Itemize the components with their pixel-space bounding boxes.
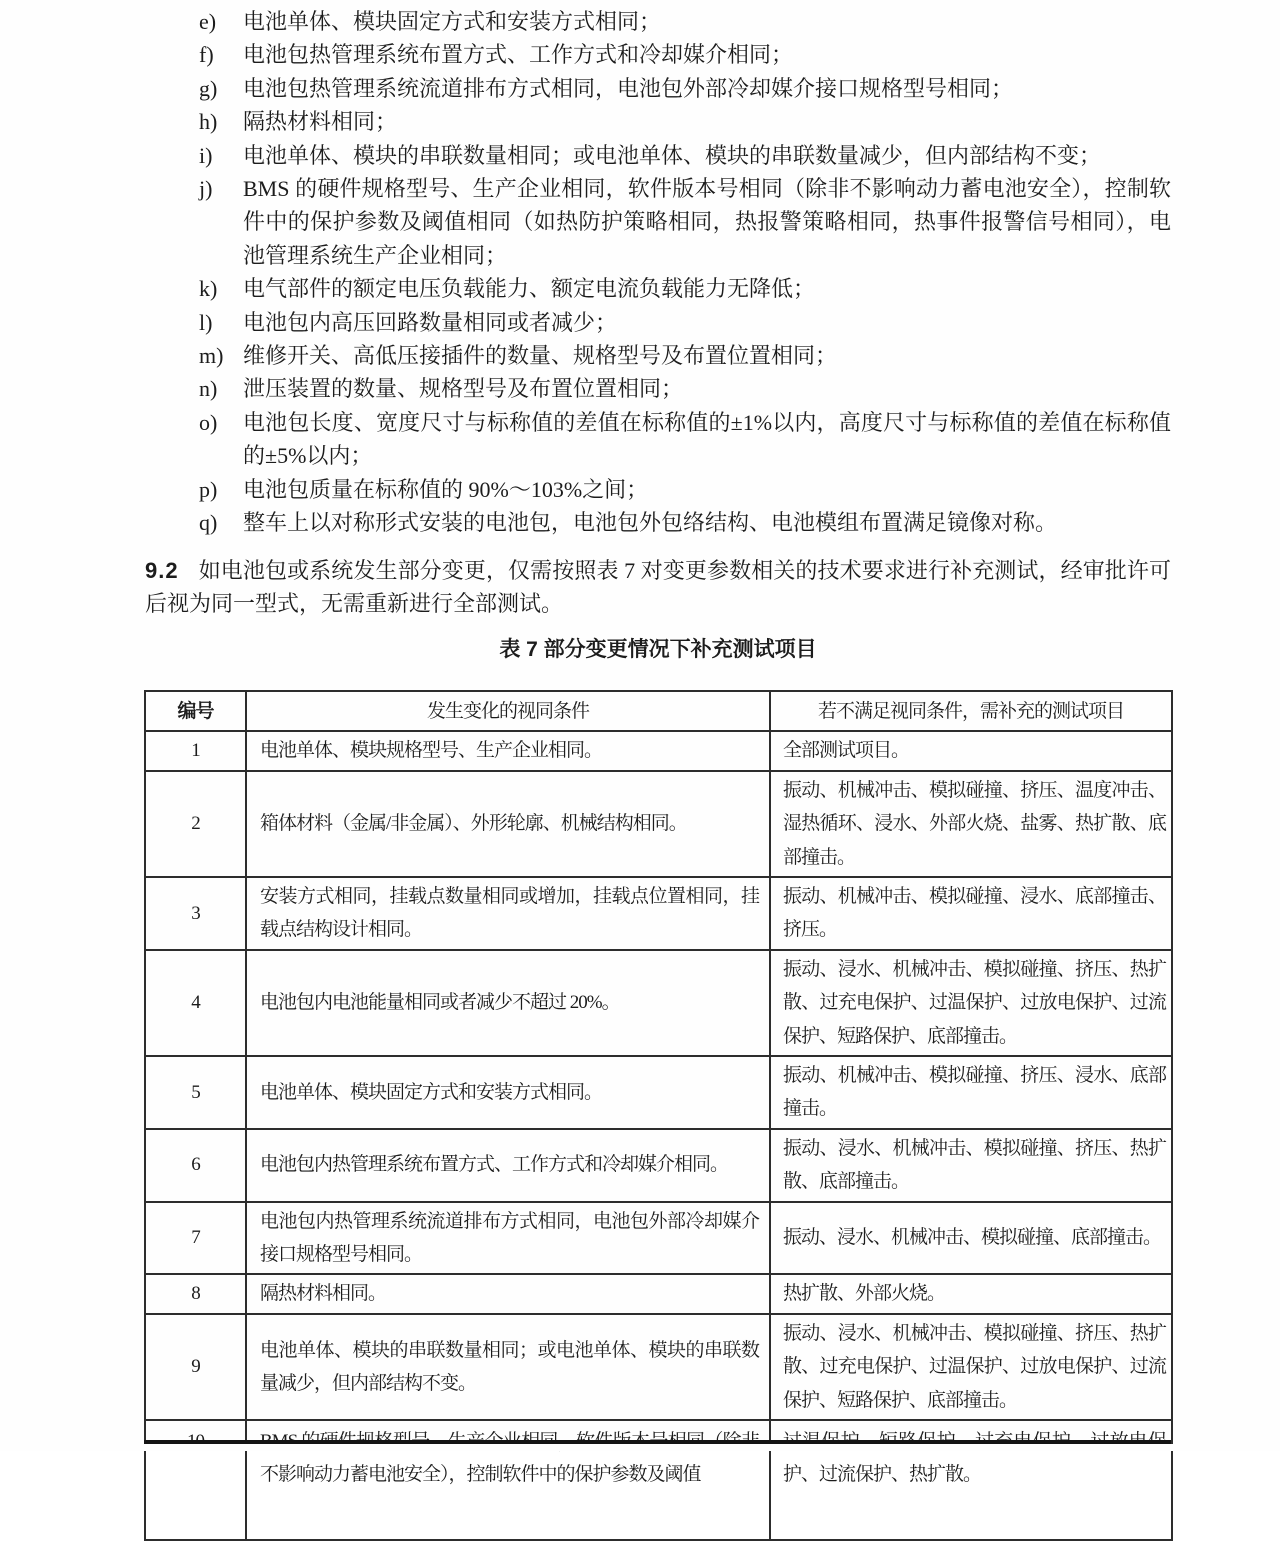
tests-cell: 振动、机械冲击、模拟碰撞、浸水、底部撞击、挤压。 [770, 877, 1172, 950]
table-row-8 [145, 1274, 1172, 1313]
tests-cell: 护、过流保护、热扩散。 [770, 1420, 1172, 1540]
section-text: 如电池包或系统发生部分变更，仅需按照表 7 对变更参数相关的技术要求进行补充测试，经审批许可后视为同一型式，无需重新进行全部测试。 [145, 557, 1171, 616]
clause-text: 电气部件的额定电压负载能力、额定电流负载能力无降低； [243, 276, 816, 302]
condition-cell: 电池单体、模块的串联数量相同；或电池单体、模块的串联数量减少，但内部结构不变。 [246, 1314, 770, 1420]
clause-text: 电池包质量在标称值的 90%～103%之间； [243, 476, 649, 502]
clause-label: n) [199, 376, 218, 402]
clause-item-m [145, 339, 1171, 372]
row-no-cell: 7 [145, 1202, 246, 1275]
condition-cell: 电池包内电池能量相同或者减少不超过 20%。 [246, 950, 770, 1056]
table-7-caption: 表 7 部分变更情况下补充测试项目 [499, 638, 817, 662]
table-row-1 [145, 731, 1172, 770]
condition-cell: 不影响动力蓄电池安全），控制软件中的保护参数及阈值 [246, 1420, 770, 1540]
clause-item-n [145, 372, 1171, 405]
clause-label: e) [199, 9, 217, 34]
row-no-cell: 8 [145, 1274, 246, 1313]
clause-text: 电池包内高压回路数量相同或者减少； [243, 309, 618, 335]
clause-text: 电池包热管理系统布置方式、工作方式和冷却媒介相同； [243, 42, 794, 68]
clause-label: j) [199, 176, 213, 202]
clause-list [145, 0, 1171, 540]
section-number: 9.2 [145, 557, 179, 583]
column-header-condition: 发生变化的视同条件 [246, 691, 770, 731]
clause-item-h [145, 105, 1171, 138]
clause-text: 整车上以对称形式安装的电池包，电池包外包络结构、电池模组布置满足镜像对称。 [243, 510, 1058, 536]
page-bottom-margin [0, 1444, 1280, 1451]
condition-cell: 电池包内热管理系统流道排布方式相同，电池包外部冷却媒介接口规格型号相同。 [246, 1202, 770, 1275]
tests-cell: 振动、浸水、机械冲击、模拟碰撞、底部撞击。 [770, 1202, 1172, 1275]
table-row-2 [145, 771, 1172, 877]
clause-text: 维修开关、高低压接插件的数量、规格型号及布置位置相同； [243, 343, 838, 369]
clause-label: p) [199, 476, 218, 502]
clause-text: 电池单体、模块的串联数量相同；或电池单体、模块的串联数量减少，但内部结构不变； [243, 142, 1102, 168]
clause-item-f [145, 38, 1171, 71]
condition-cell: 电池包内热管理系统布置方式、工作方式和冷却媒介相同。 [246, 1129, 770, 1202]
clause-label: l) [199, 309, 213, 335]
document-content [145, 0, 1171, 1541]
clause-text: 隔热材料相同； [243, 109, 398, 135]
condition-cell: 电池单体、模块规格型号、生产企业相同。 [246, 731, 770, 770]
clause-label: h) [199, 109, 218, 135]
row-no-cell: 2 [145, 771, 246, 877]
clause-label: g) [199, 75, 218, 101]
row-no-cell: 9 [145, 1314, 246, 1420]
row-no-cell: 1 [145, 731, 246, 770]
condition-cell: 隔热材料相同。 [246, 1274, 770, 1313]
table-row-7 [145, 1202, 1172, 1275]
row-no-cell [145, 1420, 246, 1540]
row-no-cell: 3 [145, 877, 246, 950]
condition-cell: 电池单体、模块固定方式和安装方式相同。 [246, 1056, 770, 1129]
clause-text: 电池单体、模块固定方式和安装方式相同； [243, 9, 662, 34]
clause-item-e [145, 5, 1171, 38]
tests-cell: 振动、机械冲击、模拟碰撞、挤压、温度冲击、湿热循环、浸水、外部火烧、盐雾、热扩散、底部撞击。 [770, 771, 1172, 877]
condition-cell: 箱体材料（金属/非金属）、外形轮廓、机械结构相同。 [246, 771, 770, 877]
table-row-10 [145, 1420, 1172, 1540]
clause-label: f) [199, 42, 214, 68]
tests-cell: 振动、浸水、机械冲击、模拟碰撞、挤压、热扩散、过充电保护、过温保护、过放电保护、过流保护、短路保护、底部撞击。 [770, 950, 1172, 1056]
clause-text: BMS 的硬件规格型号、生产企业相同，软件版本号相同（除非不影响动力蓄电池安全），控制软件中的保护参数及阈值相同（如热防护策略相同，热报警策略相同，热事件报警信号相同），电池管理系统生产企业相同； [243, 176, 1171, 268]
clause-item-i [145, 139, 1171, 172]
condition-cell: 安装方式相同，挂载点数量相同或增加，挂载点位置相同，挂载点结构设计相同。 [246, 877, 770, 950]
tests-cell: 振动、机械冲击、模拟碰撞、挤压、浸水、底部撞击。 [770, 1056, 1172, 1129]
clause-item-q [145, 506, 1171, 539]
table-row-4 [145, 950, 1172, 1056]
table-header-row [145, 691, 1172, 731]
clause-label: o) [199, 409, 218, 435]
clause-text: 电池包热管理系统流道排布方式相同，电池包外部冷却媒介接口规格型号相同； [243, 75, 1014, 101]
tests-cell: 热扩散、外部火烧。 [770, 1274, 1172, 1313]
table-row-6 [145, 1129, 1172, 1202]
clause-item-j [145, 172, 1171, 272]
clause-label: k) [199, 276, 218, 302]
clause-item-k [145, 272, 1171, 305]
tests-cell: 全部测试项目。 [770, 731, 1172, 770]
table-row-9 [145, 1314, 1172, 1420]
table-row-3 [145, 877, 1172, 950]
column-header-tests: 若不满足视同条件，需补充的测试项目 [770, 691, 1172, 731]
row-no-cell: 5 [145, 1056, 246, 1129]
clause-item-o [145, 406, 1171, 473]
clause-label: m) [199, 343, 224, 369]
clause-item-l [145, 306, 1171, 339]
row-no-cell: 6 [145, 1129, 246, 1202]
tests-cell: 振动、浸水、机械冲击、模拟碰撞、挤压、热扩散、底部撞击。 [770, 1129, 1172, 1202]
section-9-2-paragraph [145, 554, 1171, 621]
clause-label: i) [199, 142, 213, 168]
table-row-5 [145, 1056, 1172, 1129]
clause-text: 电池包长度、宽度尺寸与标称值的差值在标称值的±1%以内，高度尺寸与标称值的差值在标称值的±5%以内； [243, 409, 1171, 469]
clause-text: 泄压装置的数量、规格型号及布置位置相同； [243, 376, 684, 402]
clause-item-p [145, 473, 1171, 506]
column-header-no: 编号 [145, 691, 246, 731]
clause-item-g [145, 72, 1171, 105]
row-no-cell: 4 [145, 950, 246, 1056]
supplementary-test-table [144, 690, 1173, 1541]
clause-label: q) [199, 510, 218, 536]
tests-cell: 振动、浸水、机械冲击、模拟碰撞、挤压、热扩散、过充电保护、过温保护、过放电保护、过流保护、短路保护、底部撞击。 [770, 1314, 1172, 1420]
